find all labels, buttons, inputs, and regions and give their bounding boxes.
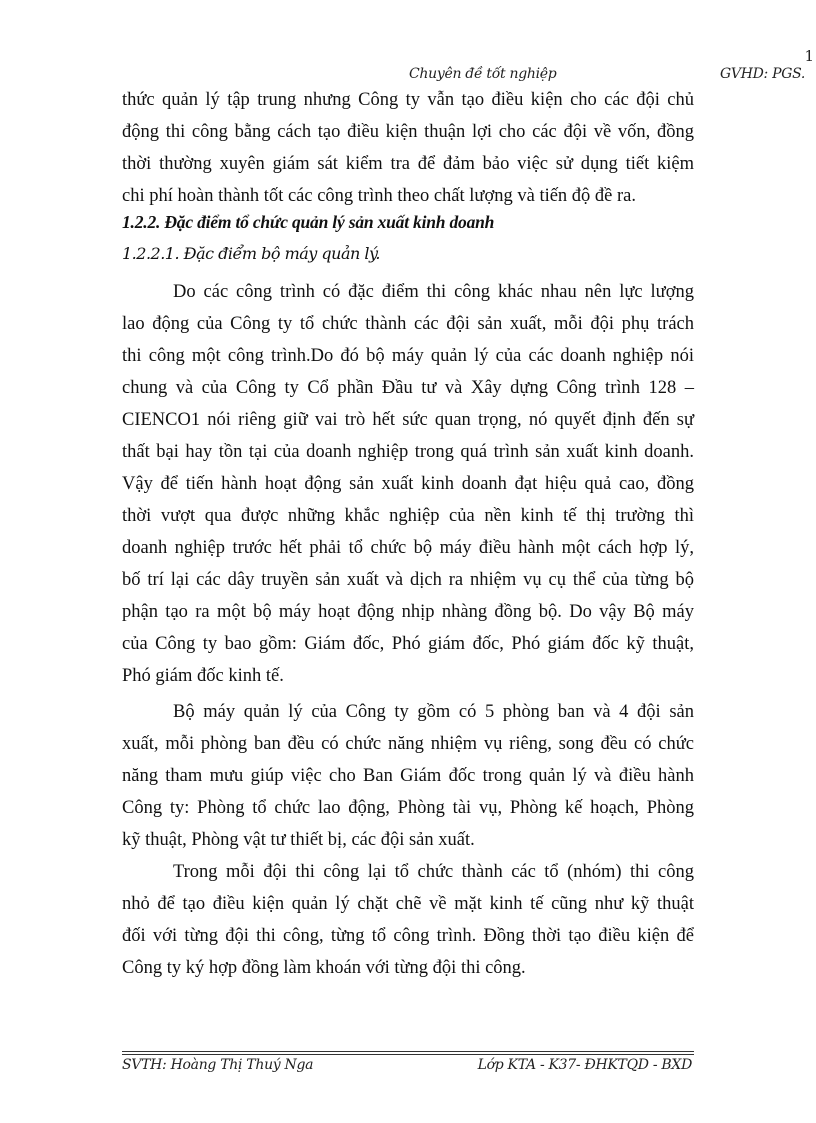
footer-class: Lớp KTA - K37- ĐHKTQD - BXD bbox=[477, 1057, 692, 1073]
text-line: lao động của Công ty tổ chức thành các đội sản xuất, mỗi đội phụ trách bbox=[122, 314, 694, 334]
text-line: Phó giám đốc kinh tế. bbox=[122, 666, 284, 686]
text-line: chi phí hoàn thành tốt các công trình theo chất lượng và tiến độ đề ra. bbox=[122, 186, 637, 206]
text-line: Công ty: Phòng tổ chức lao động, Phòng tài vụ, Phòng kế hoạch, Phòng bbox=[122, 798, 694, 818]
text-line: thi công một công trình.Do đó bộ máy quản lý của các doanh nghiệp nói bbox=[122, 346, 694, 366]
text-line: Bộ máy quản lý của Công ty gồm có 5 phòng ban và 4 đội sản bbox=[173, 702, 694, 722]
intro-paragraph bbox=[122, 84, 694, 212]
text-line: thời thường xuyên giám sát kiểm tra để đảm bảo việc sử dụng tiết kiệm bbox=[122, 154, 694, 174]
text-line: Công ty ký hợp đồng làm khoán với từng đội thi công. bbox=[122, 958, 526, 978]
text-line: phận tạo ra một bộ máy hoạt động nhịp nhàng đồng bộ. Do vậy Bộ máy bbox=[122, 602, 694, 622]
text-line: thức quản lý tập trung nhưng Công ty vẫn tạo điều kiện cho các đội chủ bbox=[122, 90, 694, 110]
header-supervisor: GVHD: PGS. bbox=[720, 66, 806, 82]
text-line: của Công ty bao gồm: Giám đốc, Phó giám đốc, Phó giám đốc kỹ thuật, bbox=[122, 634, 694, 654]
text-line: đối với từng đội thi công, từng tổ công trình. Đồng thời tạo điều kiện để bbox=[122, 926, 694, 946]
text-line: thời vượt qua được những khắc nghiệp của nền kinh tế thị trường thì bbox=[122, 506, 694, 526]
text-line: doanh nghiệp trước hết phải tổ chức bộ máy điều hành một cách hợp lý, bbox=[122, 538, 694, 558]
text-line: năng tham mưu giúp việc cho Ban Giám đốc trong quản lý và điều hành bbox=[122, 766, 694, 786]
footer-student: SVTH: Hoàng Thị Thuý Nga bbox=[122, 1057, 314, 1073]
subsection-heading: 1.2.2.1. Đặc điểm bộ máy quản lý. bbox=[122, 244, 380, 263]
paragraph-teams bbox=[122, 856, 694, 984]
text-line: CIENCO1 nói riêng giữ vai trò hết sức quan trọng, nó quyết định đến sự bbox=[122, 410, 694, 430]
paragraph-management-structure bbox=[122, 276, 694, 692]
footer-rule-bottom bbox=[122, 1054, 694, 1055]
text-line: kỹ thuật, Phòng vật tư thiết bị, các đội sản xuất. bbox=[122, 830, 475, 850]
paragraph-departments bbox=[122, 696, 694, 856]
text-line: Do các công trình có đặc điểm thi công khác nhau nên lực lượng bbox=[173, 282, 694, 302]
header-title: Chuyên đề tốt nghiệp bbox=[409, 66, 557, 82]
text-line: Trong mỗi đội thi công lại tổ chức thành các tổ (nhóm) thi công bbox=[173, 862, 694, 882]
page-number: 1 bbox=[804, 47, 814, 65]
text-line: nhỏ để tạo điều kiện quản lý chặt chẽ về mặt kinh tế cũng như kỹ thuật bbox=[122, 894, 694, 914]
text-line: động thi công bằng cách tạo điều kiện thuận lợi cho các đội về vốn, đồng bbox=[122, 122, 694, 142]
text-line: xuất, mỗi phòng ban đều có chức năng nhiệm vụ riêng, song đều có chức bbox=[122, 734, 694, 754]
section-heading: 1.2.2. Đặc điểm tổ chức quản lý sản xuất kinh doanh bbox=[122, 212, 495, 232]
text-line: chung và của Công ty Cổ phần Đầu tư và Xây dựng Công trình 128 – bbox=[122, 378, 694, 398]
footer-rule-top bbox=[122, 1051, 694, 1052]
text-line: bố trí lại các dây truyền sản xuất và dịch ra nhiệm vụ cụ thể của từng bộ bbox=[122, 570, 694, 590]
text-line: Vậy để tiến hành hoạt động sản xuất kinh doanh đạt hiệu quả cao, đồng bbox=[122, 474, 694, 494]
text-line: thất bại hay tồn tại của doanh nghiệp trong quá trình sản xuất kinh doanh. bbox=[122, 442, 694, 462]
